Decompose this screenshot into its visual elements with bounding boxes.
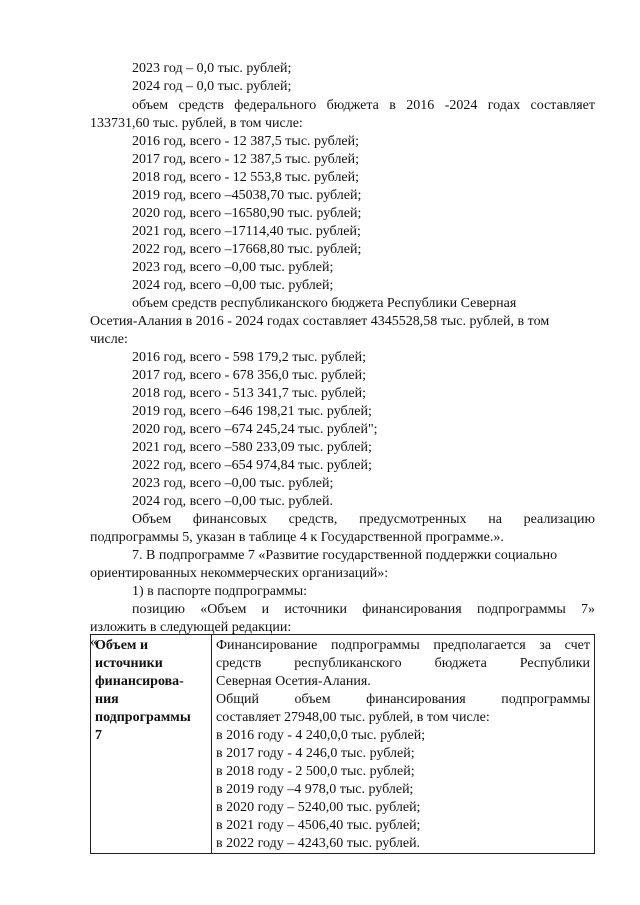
position-line: позицию «Объем и источники финансирования подпрограммы 7»	[132, 602, 595, 617]
volume-paragraph-line: подпрограммы 5, указан в таблице 4 к Государственной программе.».	[90, 530, 504, 545]
republic-year-line: 2024 год, всего –0,00 тыс. рублей.	[132, 494, 333, 509]
header-line: подпрограммы	[95, 710, 191, 725]
federal-year-line: 2017 год, всего - 12 387,5 тыс. рублей;	[132, 152, 360, 167]
text-line: 2023 год – 0,0 тыс. рублей;	[132, 61, 292, 76]
header-line: Объем и	[95, 638, 149, 653]
republic-intro-line: объем средств республиканского бюджета Республики Северная	[132, 296, 517, 311]
header-line: ния	[95, 692, 119, 707]
body-line: Северная Осетия-Алания.	[216, 674, 371, 689]
body-year-line: в 2018 году - 2 500,0 тыс. рублей;	[216, 764, 415, 779]
republic-year-line: 2016 год, всего - 598 179,2 тыс. рублей;	[132, 350, 367, 365]
table-body-cell	[212, 635, 595, 854]
open-quote-mark: «	[90, 634, 98, 650]
item-7-heading-line: ориентированных некоммерческих организаций»:	[90, 566, 389, 581]
republic-year-line: 2020 год, всего –674 245,24 тыс. рублей";	[132, 422, 378, 437]
federal-year-line: 2023 год, всего –0,00 тыс. рублей;	[132, 260, 334, 275]
federal-year-line: 2019 год, всего –45038,70 тыс. рублей;	[132, 188, 362, 203]
body-line: Общий объем финансирования подпрограммы	[216, 692, 590, 707]
item-7-heading-line: 7. В подпрограмме 7 «Развитие государственной поддержки социально	[132, 548, 558, 563]
body-year-line: в 2021 году – 4506,40 тыс. рублей;	[216, 818, 421, 833]
body-line: Финансирование подпрограммы предполагается за счет	[216, 638, 590, 653]
republic-year-line: 2022 год, всего –654 974,84 тыс. рублей;	[132, 458, 372, 473]
body-line: средств республиканского бюджета Республики	[216, 656, 590, 671]
federal-year-line: 2016 год, всего - 12 387,5 тыс. рублей;	[132, 134, 360, 149]
table-header-cell	[91, 635, 212, 854]
federal-year-line: 2018 год, всего - 12 553,8 тыс. рублей;	[132, 170, 360, 185]
text-line: 2024 год – 0,0 тыс. рублей;	[132, 79, 292, 94]
federal-year-line: 2022 год, всего –17668,80 тыс. рублей;	[132, 242, 362, 257]
body-year-line: в 2016 году - 4 240,0,0 тыс. рублей;	[216, 728, 426, 743]
volume-paragraph-line: Объем финансовых средств, предусмотренных на реализацию	[132, 512, 595, 527]
federal-year-line: 2024 год, всего –0,00 тыс. рублей;	[132, 278, 334, 293]
body-year-line: в 2022 году – 4243,60 тыс. рублей.	[216, 836, 421, 851]
header-line: источники	[95, 656, 163, 671]
republic-year-line: 2019 год, всего –646 198,21 тыс. рублей;	[132, 404, 372, 419]
passport-table	[90, 634, 595, 854]
federal-year-line: 2020 год, всего –16580,90 тыс. рублей;	[132, 206, 362, 221]
republic-intro-line: числе:	[90, 332, 128, 347]
federal-intro-line: объем средств федерального бюджета в 2016 -2024 годах составляет	[132, 98, 595, 113]
subitem-1-line: 1) в паспорте подпрограммы:	[132, 584, 308, 599]
republic-year-line: 2021 год, всего –580 233,09 тыс. рублей;	[132, 440, 372, 455]
body-year-line: в 2019 году –4 978,0 тыс. рублей;	[216, 782, 414, 797]
republic-year-line: 2018 год, всего - 513 341,7 тыс. рублей;	[132, 386, 367, 401]
federal-intro-line: 133731,60 тыс. рублей, в том числе:	[90, 116, 303, 131]
republic-intro-line: Осетия-Алания в 2016 - 2024 годах составляет 4345528,58 тыс. рублей, в том	[90, 314, 550, 329]
table-row	[91, 635, 595, 854]
body-year-line: в 2020 году – 5240,00 тыс. рублей;	[216, 800, 421, 815]
republic-year-line: 2017 год, всего - 678 356,0 тыс. рублей;	[132, 368, 367, 383]
position-line: изложить в следующей редакции:	[90, 620, 292, 635]
republic-year-line: 2023 год, всего –0,00 тыс. рублей;	[132, 476, 334, 491]
header-line: финансирова-	[95, 674, 184, 689]
federal-year-line: 2021 год, всего –17114,40 тыс. рублей;	[132, 224, 361, 239]
header-line: 7	[95, 728, 102, 743]
body-year-line: в 2017 году - 4 246,0 тыс. рублей;	[216, 746, 415, 761]
body-line: составляет 27948,00 тыс. рублей, в том числе:	[216, 710, 490, 725]
